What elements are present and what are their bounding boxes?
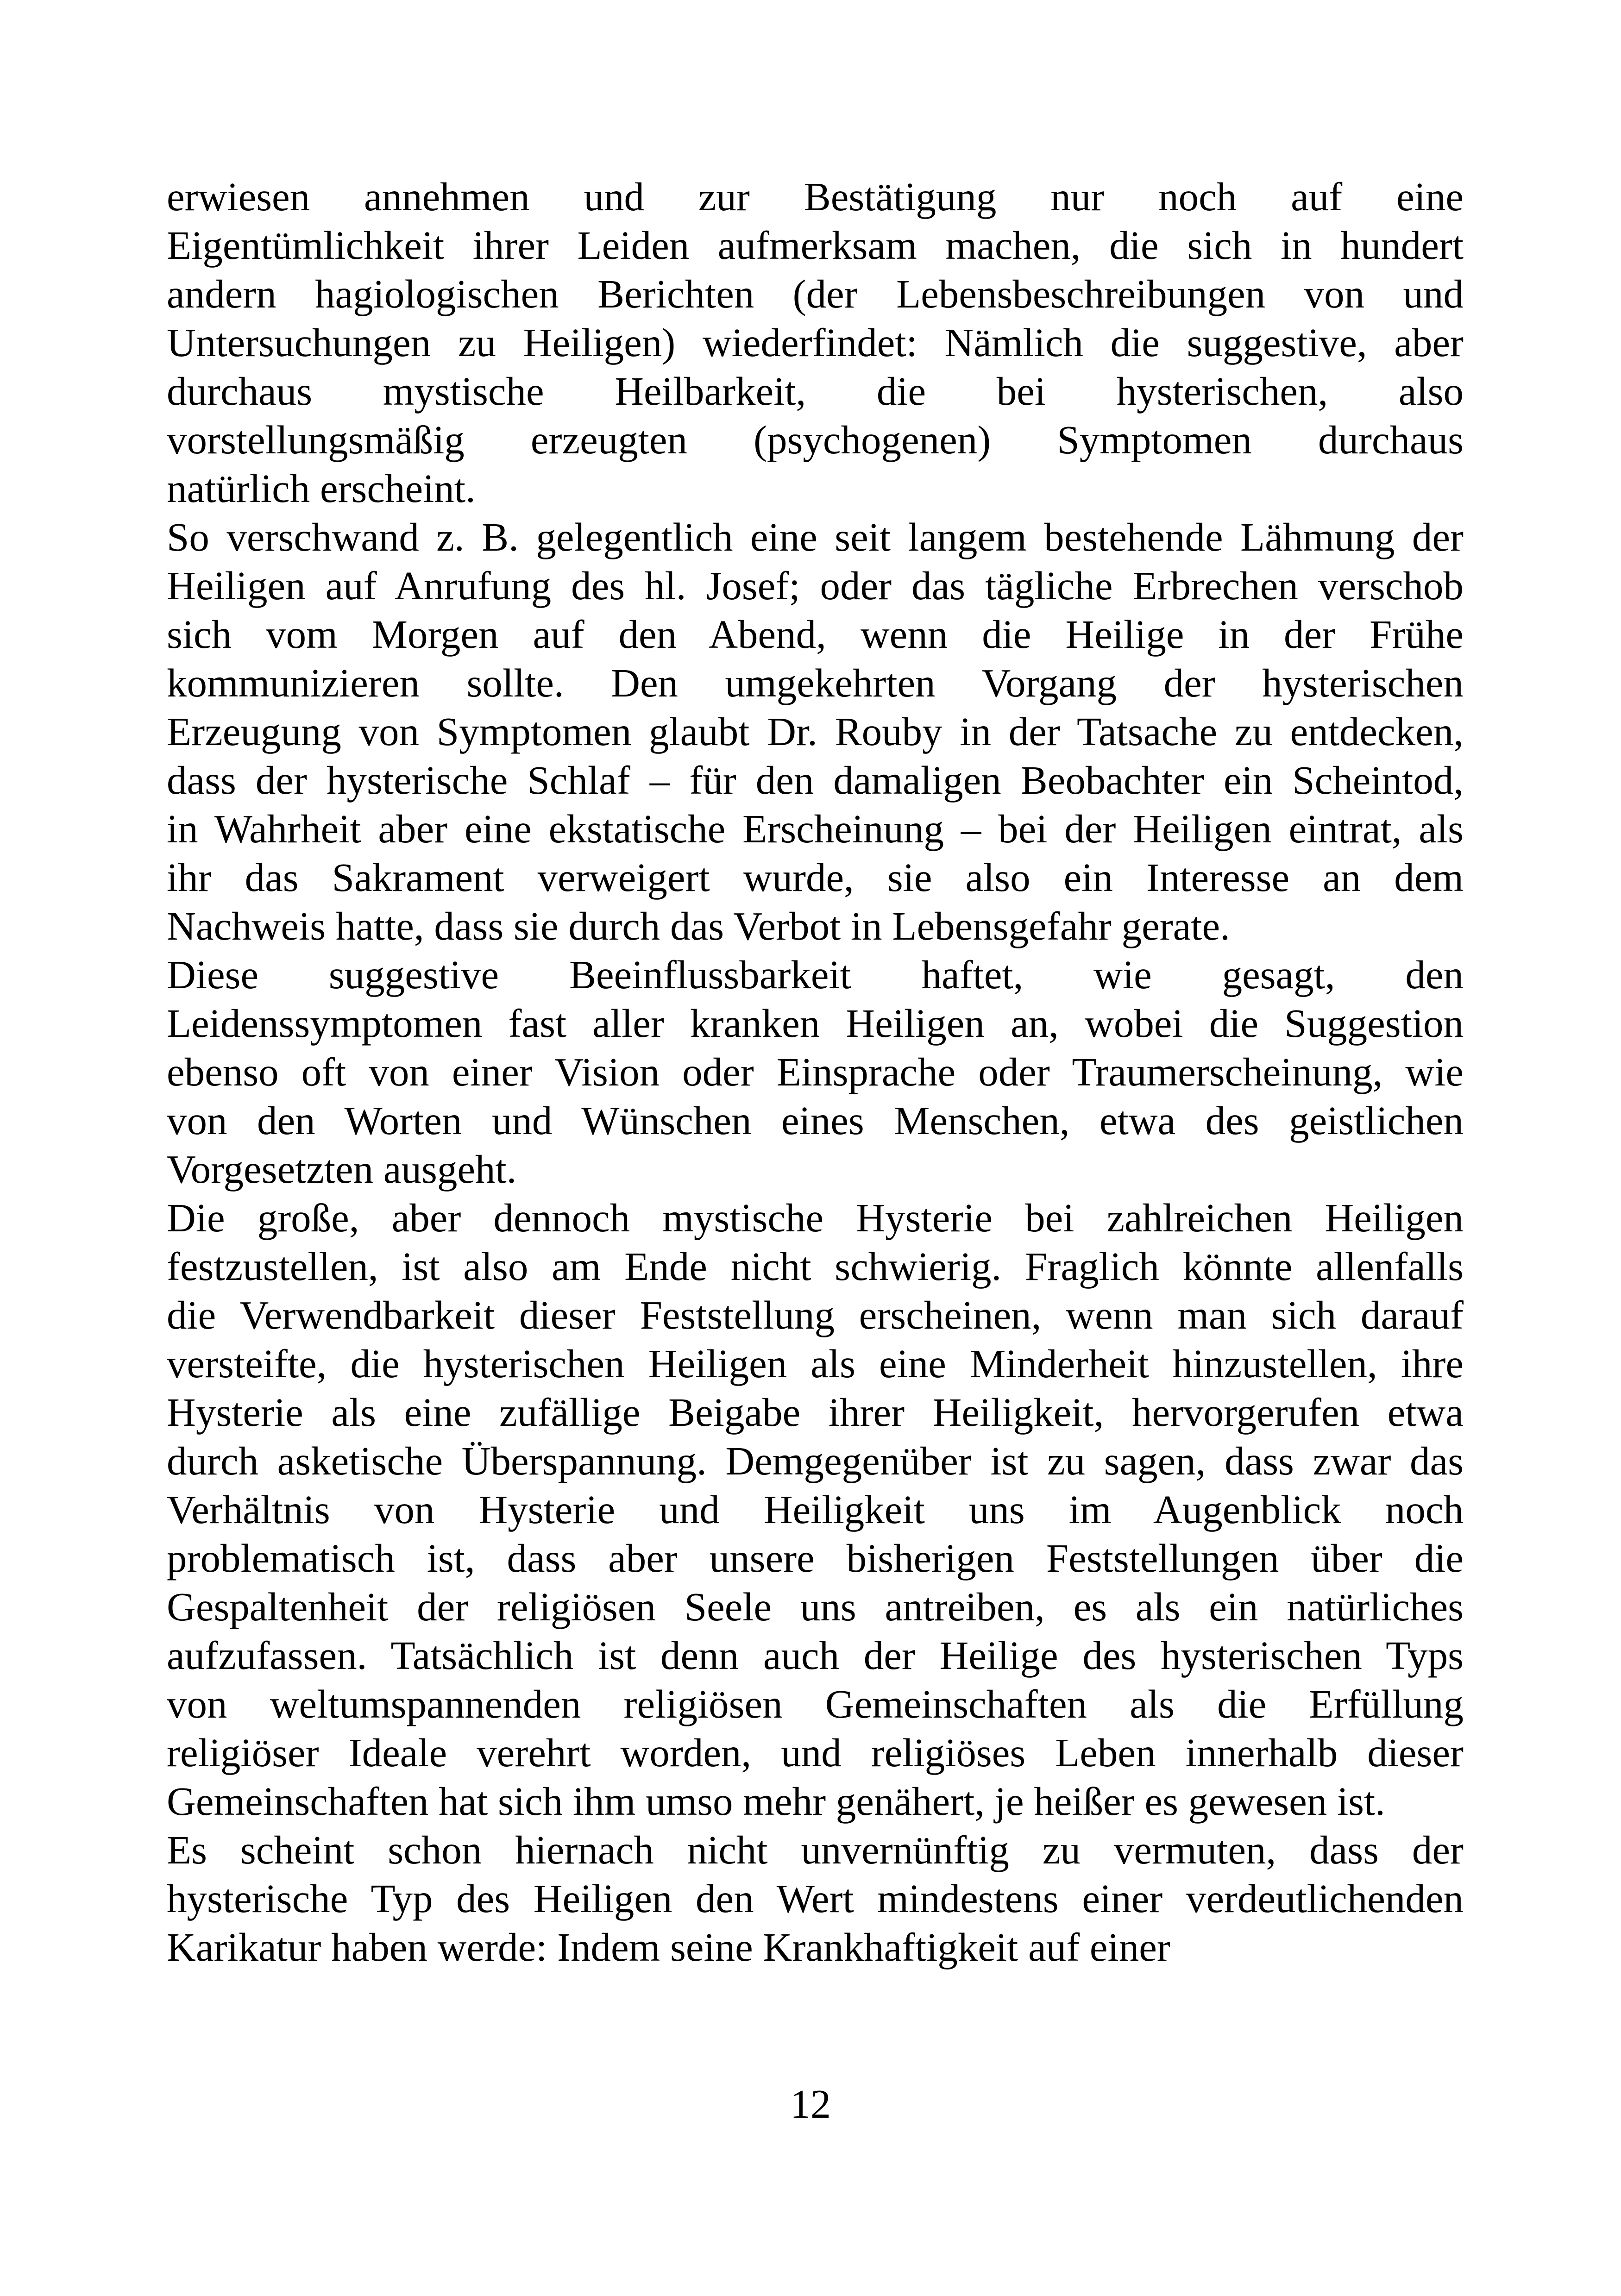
text-line: hysterische Typ des Heiligen den Wert mindestens einer verdeutlichenden bbox=[167, 1876, 1464, 1921]
text-line: So verschwand z. B. gelegentlich eine seit langem bestehende Lähmung der bbox=[167, 514, 1464, 559]
text-line: aufzufassen. Tatsächlich ist denn auch der Heilige des hysterischen Typs bbox=[167, 1633, 1464, 1678]
text-line: vorstellungsmäßig erzeugten (psychogenen) Symptomen durchaus bbox=[167, 417, 1464, 462]
paragraph bbox=[167, 950, 1464, 1193]
text-line: festzustellen, ist also am Ende nicht schwierig. Fraglich könnte allenfalls bbox=[167, 1244, 1464, 1289]
text-line: sich vom Morgen auf den Abend, wenn die Heilige in der Frühe bbox=[167, 612, 1464, 657]
paragraph bbox=[167, 513, 1464, 950]
text-line: natürlich erscheint. bbox=[167, 466, 476, 511]
text-line: andern hagiologischen Berichten (der Lebensbeschreibungen von und bbox=[167, 271, 1464, 316]
text-line: Leidenssymptomen fast aller kranken Heiligen an, wobei die Suggestion bbox=[167, 1001, 1464, 1046]
text-line: Verhältnis von Hysterie und Heiligkeit uns im Augenblick noch bbox=[167, 1487, 1464, 1532]
text-line: von den Worten und Wünschen eines Menschen, etwa des geistlichen bbox=[167, 1098, 1464, 1143]
text-line: Erzeugung von Symptomen glaubt Dr. Rouby in der Tatsache zu entdecken, bbox=[167, 709, 1464, 754]
text-block bbox=[167, 172, 1464, 1971]
text-line: problematisch ist, dass aber unsere bisherigen Feststellungen über die bbox=[167, 1536, 1464, 1581]
text-line: Nachweis hatte, dass sie durch das Verbot in Lebensgefahr gerate. bbox=[167, 903, 1230, 948]
text-line: Diese suggestive Beeinflussbarkeit haftet, wie gesagt, den bbox=[167, 952, 1464, 997]
text-line: religiöser Ideale verehrt worden, und religiöses Leben innerhalb dieser bbox=[167, 1730, 1464, 1775]
text-line: Karikatur haben werde: Indem seine Krankhaftigkeit auf einer bbox=[167, 1925, 1170, 1970]
text-line: durchaus mystische Heilbarkeit, die bei hysterischen, also bbox=[167, 369, 1464, 414]
text-line: erwiesen annehmen und zur Bestätigung nur noch auf eine bbox=[167, 174, 1464, 219]
page-number: 12 bbox=[790, 2082, 831, 2127]
text-line: versteifte, die hysterischen Heiligen als eine Minderheit hinzustellen, ihre bbox=[167, 1341, 1464, 1386]
text-line: Gespaltenheit der religiösen Seele uns antreiben, es als ein natürliches bbox=[167, 1584, 1464, 1629]
text-line: die Verwendbarkeit dieser Feststellung erscheinen, wenn man sich darauf bbox=[167, 1292, 1464, 1337]
text-line: ihr das Sakrament verweigert wurde, sie also ein Interesse an dem bbox=[167, 855, 1464, 900]
text-line: durch asketische Überspannung. Demgegenüber ist zu sagen, dass zwar das bbox=[167, 1438, 1464, 1483]
paragraph bbox=[167, 172, 1464, 513]
text-line: Hysterie als eine zufällige Beigabe ihrer Heiligkeit, hervorgerufen etwa bbox=[167, 1390, 1464, 1435]
text-line: Heiligen auf Anrufung des hl. Josef; oder das tägliche Erbrechen verschob bbox=[167, 563, 1464, 608]
paragraph bbox=[167, 1826, 1464, 1971]
text-line: Die große, aber dennoch mystische Hysterie bei zahlreichen Heiligen bbox=[167, 1195, 1464, 1240]
text-line: von weltumspannenden religiösen Gemeinschaften als die Erfüllung bbox=[167, 1681, 1464, 1726]
text-line: Eigentümlichkeit ihrer Leiden aufmerksam machen, die sich in hundert bbox=[167, 223, 1464, 268]
text-line: dass der hysterische Schlaf – für den damaligen Beobachter ein Scheintod, bbox=[167, 758, 1464, 803]
paragraph bbox=[167, 1193, 1464, 1826]
text-line: in Wahrheit aber eine ekstatische Erscheinung – bei der Heiligen eintrat, als bbox=[167, 806, 1464, 851]
text-line: Untersuchungen zu Heiligen) wiederfindet: Nämlich die suggestive, aber bbox=[167, 320, 1464, 365]
text-line: Vorgesetzten ausgeht. bbox=[167, 1147, 517, 1192]
text-line: ebenso oft von einer Vision oder Einsprache oder Traumerscheinung, wie bbox=[167, 1049, 1464, 1094]
text-line: kommunizieren sollte. Den umgekehrten Vorgang der hysterischen bbox=[167, 660, 1464, 705]
text-line: Gemeinschaften hat sich ihm umso mehr genähert, je heißer es gewesen ist. bbox=[167, 1779, 1385, 1824]
text-line: Es scheint schon hiernach nicht unvernünftig zu vermuten, dass der bbox=[167, 1827, 1464, 1872]
